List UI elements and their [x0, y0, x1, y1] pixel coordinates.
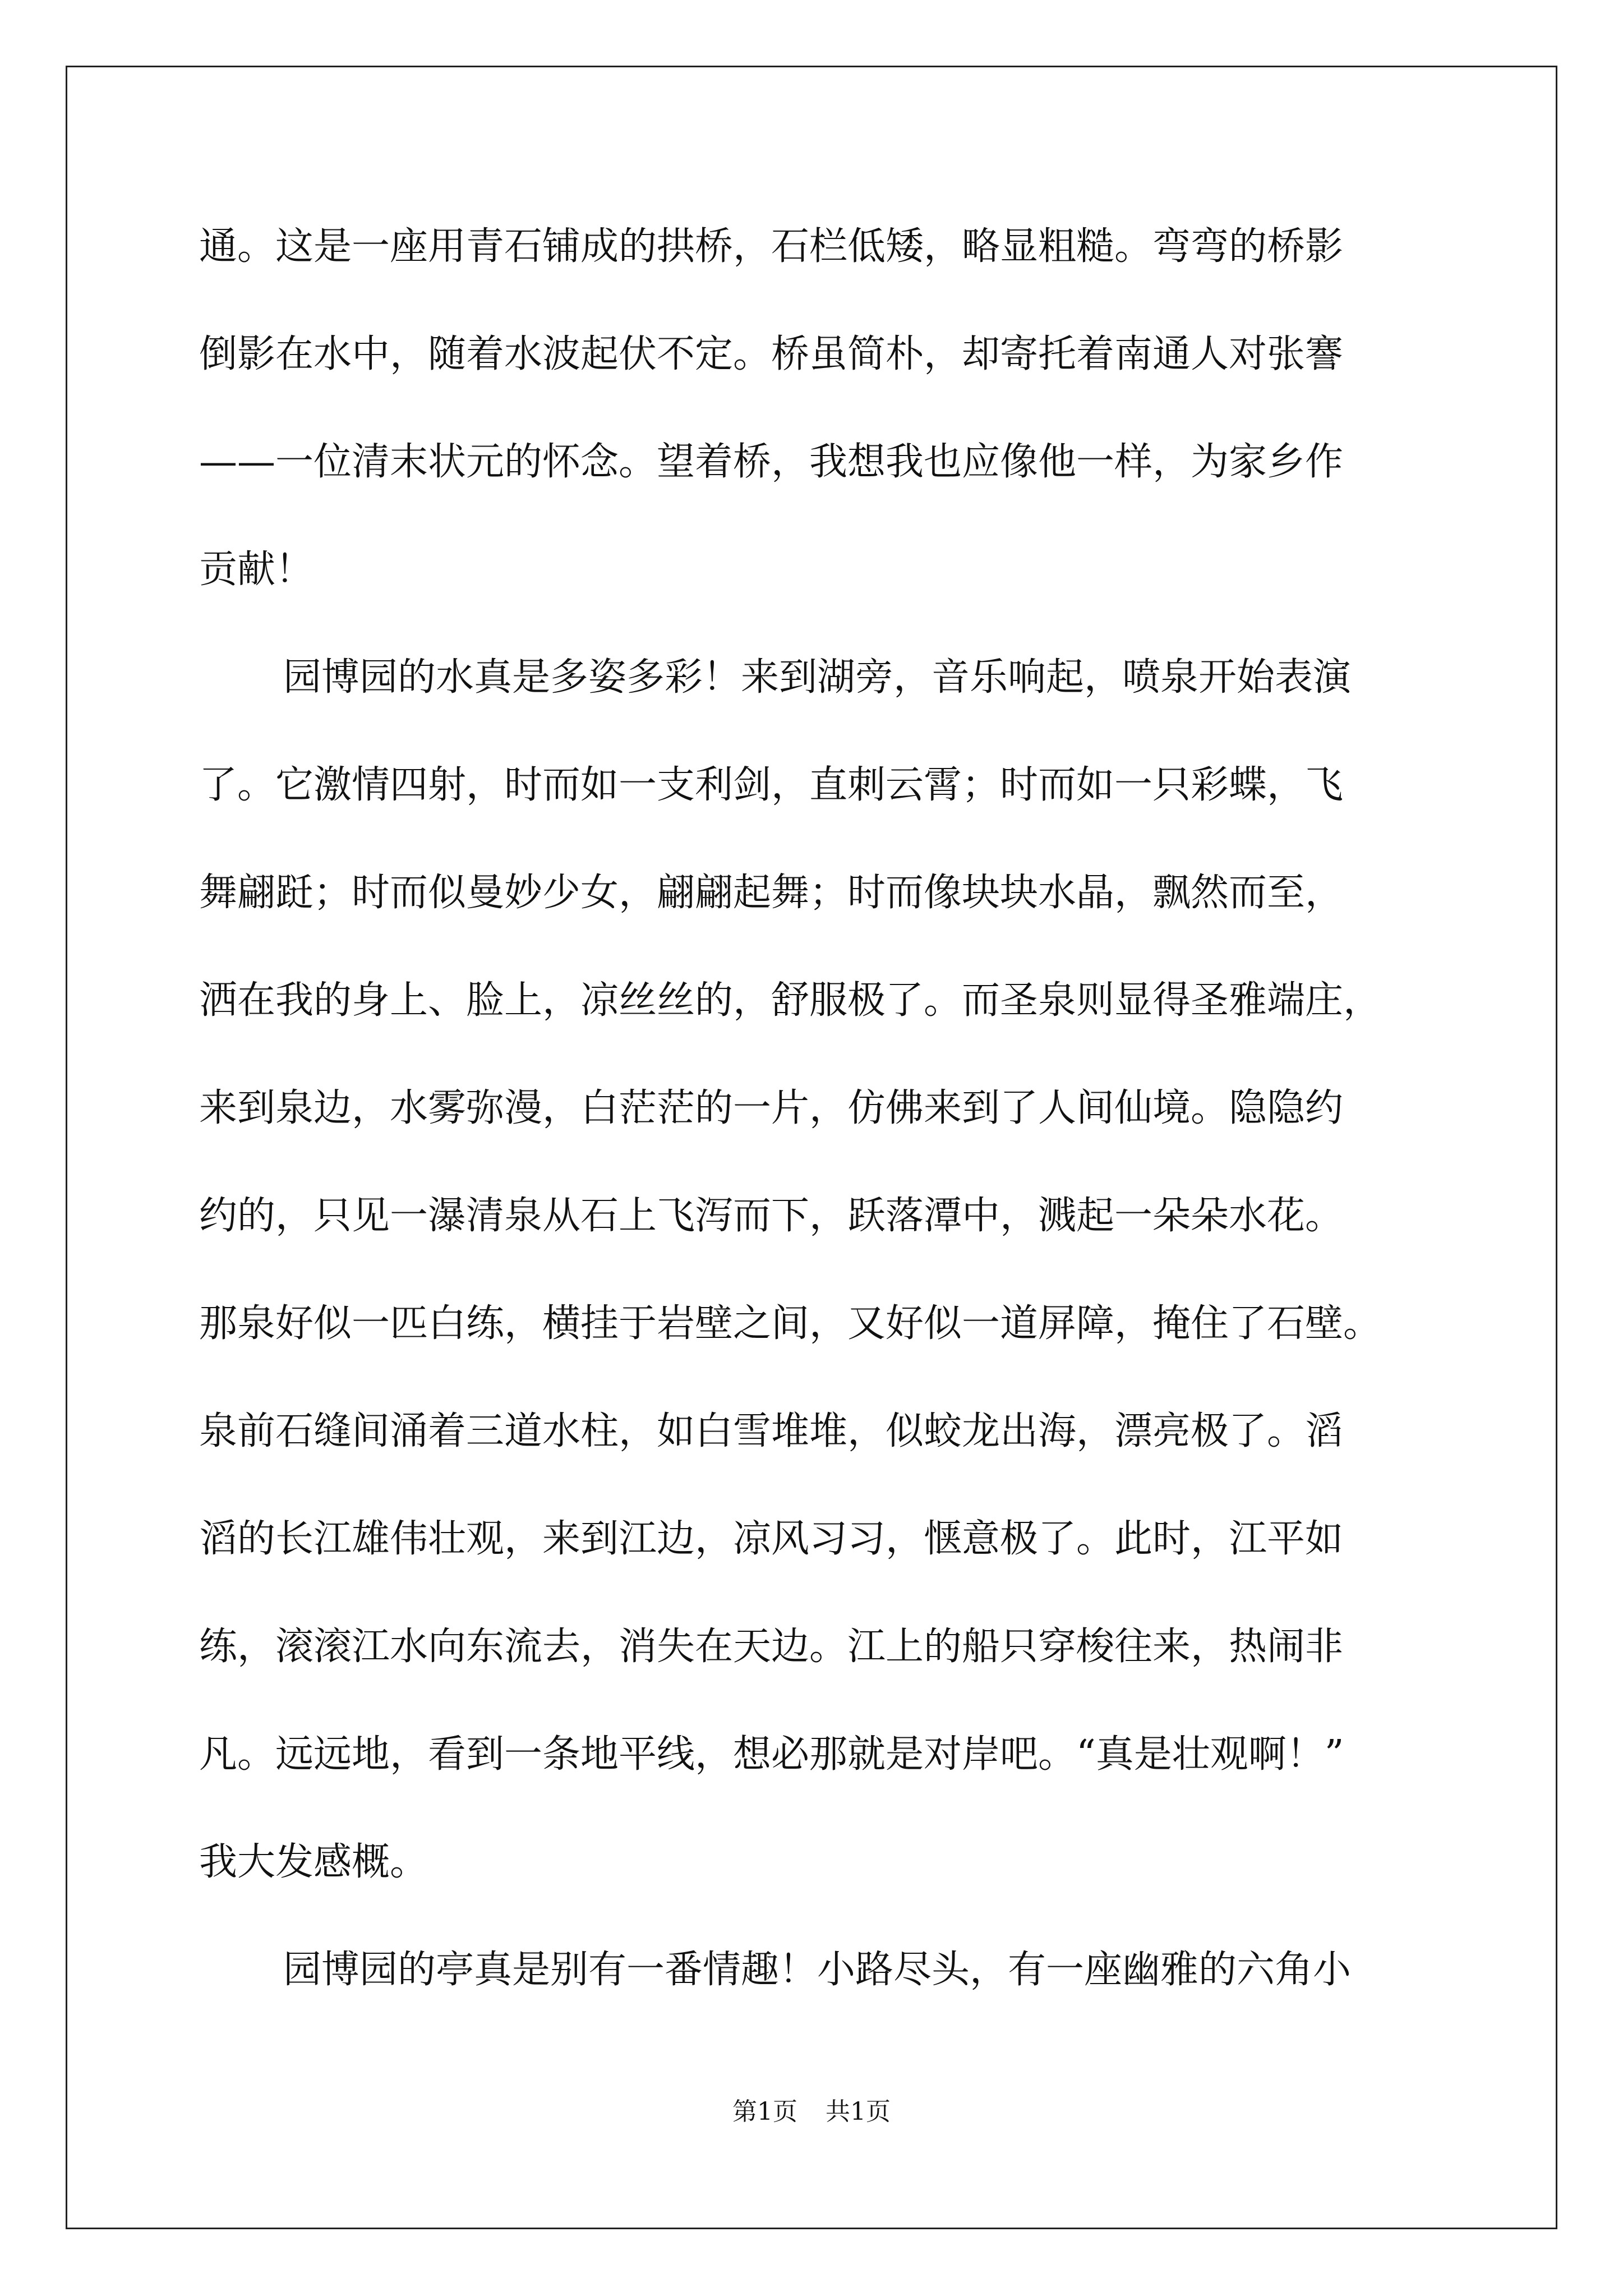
page-total: 共1页: [826, 2097, 891, 2126]
paragraph-start-line: 园博园的亭真是别有一番情趣！小路尽头，有一座幽雅的六角小: [283, 1948, 1352, 1992]
text-line: 洒在我的身上、脸上，凉丝丝的，舒服极了。而圣泉则显得圣雅端庄，: [199, 978, 1382, 1023]
text-line: 来到泉边，水雾弥漫，白茫茫的一片，仿佛来到了人间仙境。隐隐约: [199, 1086, 1344, 1130]
text-line: 舞翩跹；时而似曼妙少女，翩翩起舞；时而像块块水晶，飘然而至，: [199, 871, 1344, 915]
paragraph-start-line: 园博园的水真是多姿多彩！来到湖旁，音乐响起，喷泉开始表演: [283, 655, 1352, 700]
page-footer: [0, 2095, 1623, 2129]
text-line: 滔的长江雄伟壮观，来到江边，凉风习习，惬意极了。此时，江平如: [199, 1517, 1344, 1561]
text-line: ——一位清末状元的怀念。望着桥，我想我也应像他一样，为家乡作: [199, 440, 1344, 484]
text-line: 了。它激情四射，时而如一支利剑，直刺云霄；时而如一只彩蝶，飞: [199, 763, 1344, 807]
text-line: 练，滚滚江水向东流去，消失在天边。江上的船只穿梭往来，热闹非: [199, 1625, 1344, 1669]
text-line: 那泉好似一匹白练，横挂于岩壁之间，又好似一道屏障，掩住了石壁。: [199, 1301, 1382, 1346]
page-number: 第1页: [732, 2097, 797, 2126]
text-line: 凡。远远地，看到一条地平线，想必那就是对岸吧。“真是壮观啊！”: [199, 1732, 1344, 1777]
text-line: 约的，只见一瀑清泉从石上飞泻而下，跃落潭中，溅起一朵朵水花。: [199, 1194, 1344, 1238]
text-line: 通。这是一座用青石铺成的拱桥，石栏低矮，略显粗糙。弯弯的桥影: [199, 224, 1344, 269]
text-line: 我大发感概。: [199, 1840, 428, 1884]
body-text: [199, 213, 1422, 2044]
text-line: 泉前石缝间涌着三道水柱，如白雪堆堆，似蛟龙出海，漂亮极了。滔: [199, 1409, 1344, 1453]
text-line: 倒影在水中，随着水波起伏不定。桥虽简朴，却寄托着南通人对张謇: [199, 332, 1344, 376]
text-line: 贡献！: [199, 547, 314, 592]
